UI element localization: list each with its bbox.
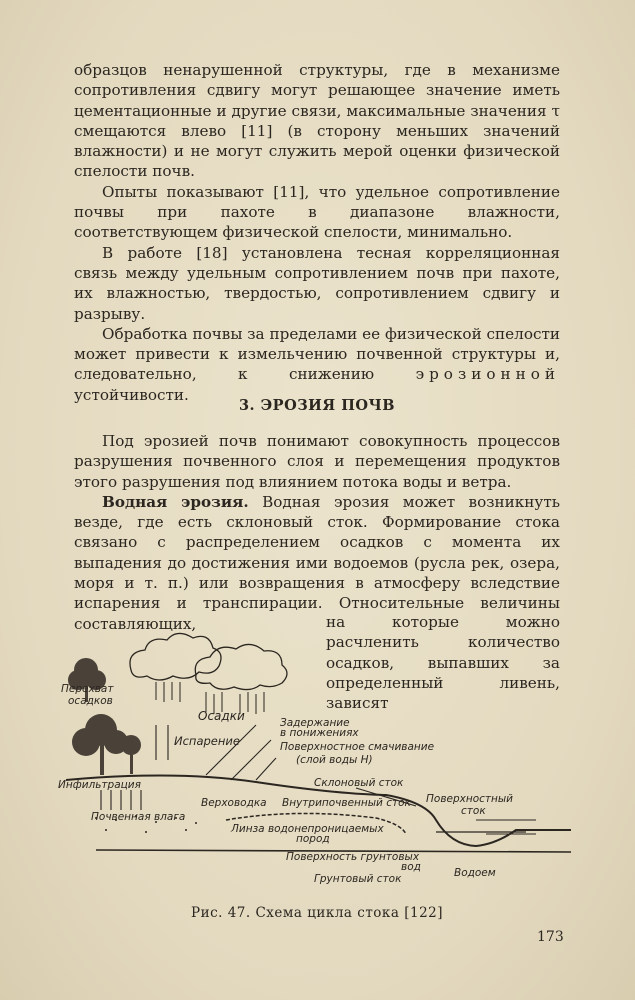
trees — [68, 658, 141, 775]
label-surface-wetting-2: (слой воды H) — [296, 754, 373, 766]
label-lens-2: пород — [296, 833, 330, 845]
runoff-cycle-diagram — [56, 620, 576, 900]
text-block-body — [74, 431, 560, 634]
paragraph-4-start: Обработка почвы за пределами ее физической спелости может привести к измельчению почвенной структуры и, следовательно, к снижению — [74, 324, 560, 384]
paragraph-5: Под эрозией почв понимают совокупность процессов разрушения почвенного слоя и перемещения продуктов этого разрушения под влиянием потока воды и ветра. — [74, 432, 560, 491]
label-surface-wetting-1: Поверхностное смачивание — [280, 741, 435, 753]
label-slope-runoff: Склоновый сток — [314, 777, 404, 789]
label-evaporation: Испарение — [174, 734, 240, 748]
label-water-body: Водоем — [454, 867, 496, 879]
paragraph-1: образцов ненарушенной структуры, где в механизме сопротивления сдвигу могут решающее значение иметь цементационные и другие связи, максимальные значения τ смещаются влево [11] (в сторону меньших значений влажности) и не могут служить мерой оценки физической спелости почв. — [74, 61, 560, 181]
figure-caption: Рис. 47. Схема цикла стока [122] — [190, 905, 444, 921]
section-heading: 3. ЭРОЗИЯ ПОЧВ — [238, 397, 396, 414]
paragraph-3: В работе [18] установлена тесная корреляционная связь между удельным сопротивлением почв при пахоте, их влажностью, твердостью, сопротивлением сдвигу и разрыву. — [74, 243, 560, 323]
cloud-right — [195, 644, 287, 689]
label-interception-1: Перехват — [61, 683, 114, 695]
paragraph-6-wrap: на которые можно расчленить количество осадков, выпавших за определенный ливень, зависят — [326, 613, 560, 713]
label-interflow: Внутрипочвенный сток — [282, 797, 411, 809]
label-lens-1: Линза водонепроницаемых — [231, 823, 384, 835]
label-soil-moisture: Почвенная влага — [91, 811, 186, 823]
cloud-left — [130, 633, 221, 680]
label-precipitation: Осадки — [198, 709, 245, 723]
paragraph-4 — [74, 324, 560, 405]
label-interception-2: осадков — [68, 695, 113, 707]
label-retention-2: в понижениях — [280, 727, 359, 739]
label-surface-runoff-2: сток — [461, 805, 486, 817]
paragraph-4-spaced: эрозионной — [415, 365, 561, 384]
paragraph-2: Опыты показывают [11], что удельное сопротивление почвы при пахоте в диапазоне влажности, соответствующем физической спелости, минимально. — [74, 182, 560, 242]
paragraph-4-end: устойчивости. — [74, 385, 189, 404]
label-groundwater-surface-2: вод — [401, 861, 421, 873]
paragraph-6-text: Водная эрозия может возникнуть везде, где есть склоновый сток. Формирование стока связано с распределением осадков с момента их выпадения до достижения ими водоемов (русла рек, озера, моря и т. п.) или возвращения в атмосферу вследствие испарения и транспирации. Относительные величины составляющих, — [74, 492, 560, 633]
label-surface-runoff-1: Поверхностный — [426, 793, 514, 805]
page-number: 173 — [537, 929, 564, 945]
label-perched-water: Верховодка — [201, 797, 267, 809]
label-infiltration: Инфильтрация — [58, 779, 141, 791]
label-retention-1: Задержание — [280, 717, 350, 729]
label-groundwater-runoff: Грунтовый сток — [314, 873, 402, 885]
label-groundwater-surface-1: Поверхность грунтовых — [286, 851, 420, 863]
paragraph-6-bold: Водная эрозия. — [102, 492, 249, 511]
text-block-top — [74, 60, 560, 405]
